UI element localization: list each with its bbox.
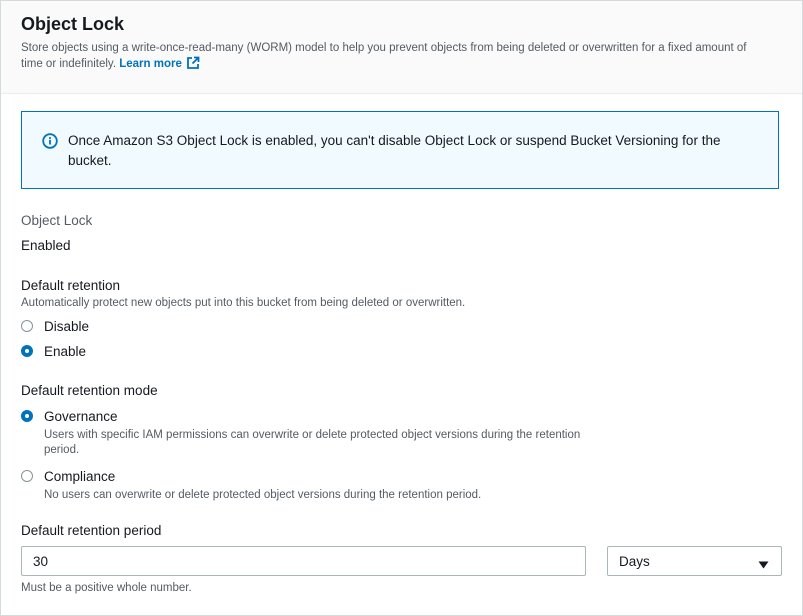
retention-mode-label: Default retention mode — [21, 383, 158, 398]
learn-more-link[interactable] — [119, 58, 200, 70]
radio-enable-label: Enable — [44, 344, 87, 359]
radio-compliance-control[interactable] — [21, 470, 33, 482]
radio-disable-control[interactable] — [21, 320, 33, 332]
info-alert — [21, 111, 779, 189]
radio-enable[interactable] — [21, 344, 86, 360]
retention-period-label: Default retention period — [21, 523, 162, 538]
default-retention-description: Automatically protect new objects put into this bucket from being deleted or overwritten. — [21, 297, 466, 309]
radio-compliance-text — [44, 469, 584, 503]
radio-compliance[interactable] — [21, 469, 584, 503]
panel-description-text: Store objects using a write-once-read-many (WORM) model to help you prevent objects from being deleted or overwritten for a fixed amount of time or indefinitely. — [21, 42, 747, 70]
radio-governance[interactable] — [21, 409, 584, 458]
alert-text: Once Amazon S3 Object Lock is enabled, you can't disable Object Lock or suspend Bucket Versioning for the bucket. — [68, 133, 721, 168]
radio-disable-label: Disable — [44, 319, 90, 334]
radio-governance-control[interactable] — [21, 410, 33, 422]
panel-title: Object Lock — [21, 14, 125, 34]
radio-governance-text — [44, 409, 584, 458]
info-icon — [42, 133, 58, 155]
panel-description — [21, 41, 761, 75]
retention-period-hint: Must be a positive whole number. — [21, 582, 192, 594]
panel-header — [1, 1, 802, 94]
radio-enable-control[interactable] — [21, 345, 33, 357]
radio-compliance-label: Compliance — [44, 469, 116, 484]
external-link-icon — [186, 56, 200, 75]
radio-compliance-description: No users can overwrite or delete protected object versions during the retention period. — [44, 489, 482, 501]
radio-governance-label: Governance — [44, 409, 118, 424]
learn-more-label: Learn more — [119, 58, 182, 70]
object-lock-label: Object Lock — [21, 213, 93, 228]
retention-unit-select[interactable] — [607, 546, 782, 576]
retention-period-input[interactable]: 30 — [21, 546, 586, 576]
default-retention-label: Default retention — [21, 278, 121, 293]
radio-governance-description: Users with specific IAM permissions can overwrite or delete protected object versions during the retention period. — [44, 429, 581, 456]
object-lock-value: Enabled — [21, 238, 71, 253]
retention-unit-value: Days — [619, 554, 650, 569]
caret-down-icon — [758, 557, 769, 572]
radio-disable[interactable] — [21, 319, 89, 335]
